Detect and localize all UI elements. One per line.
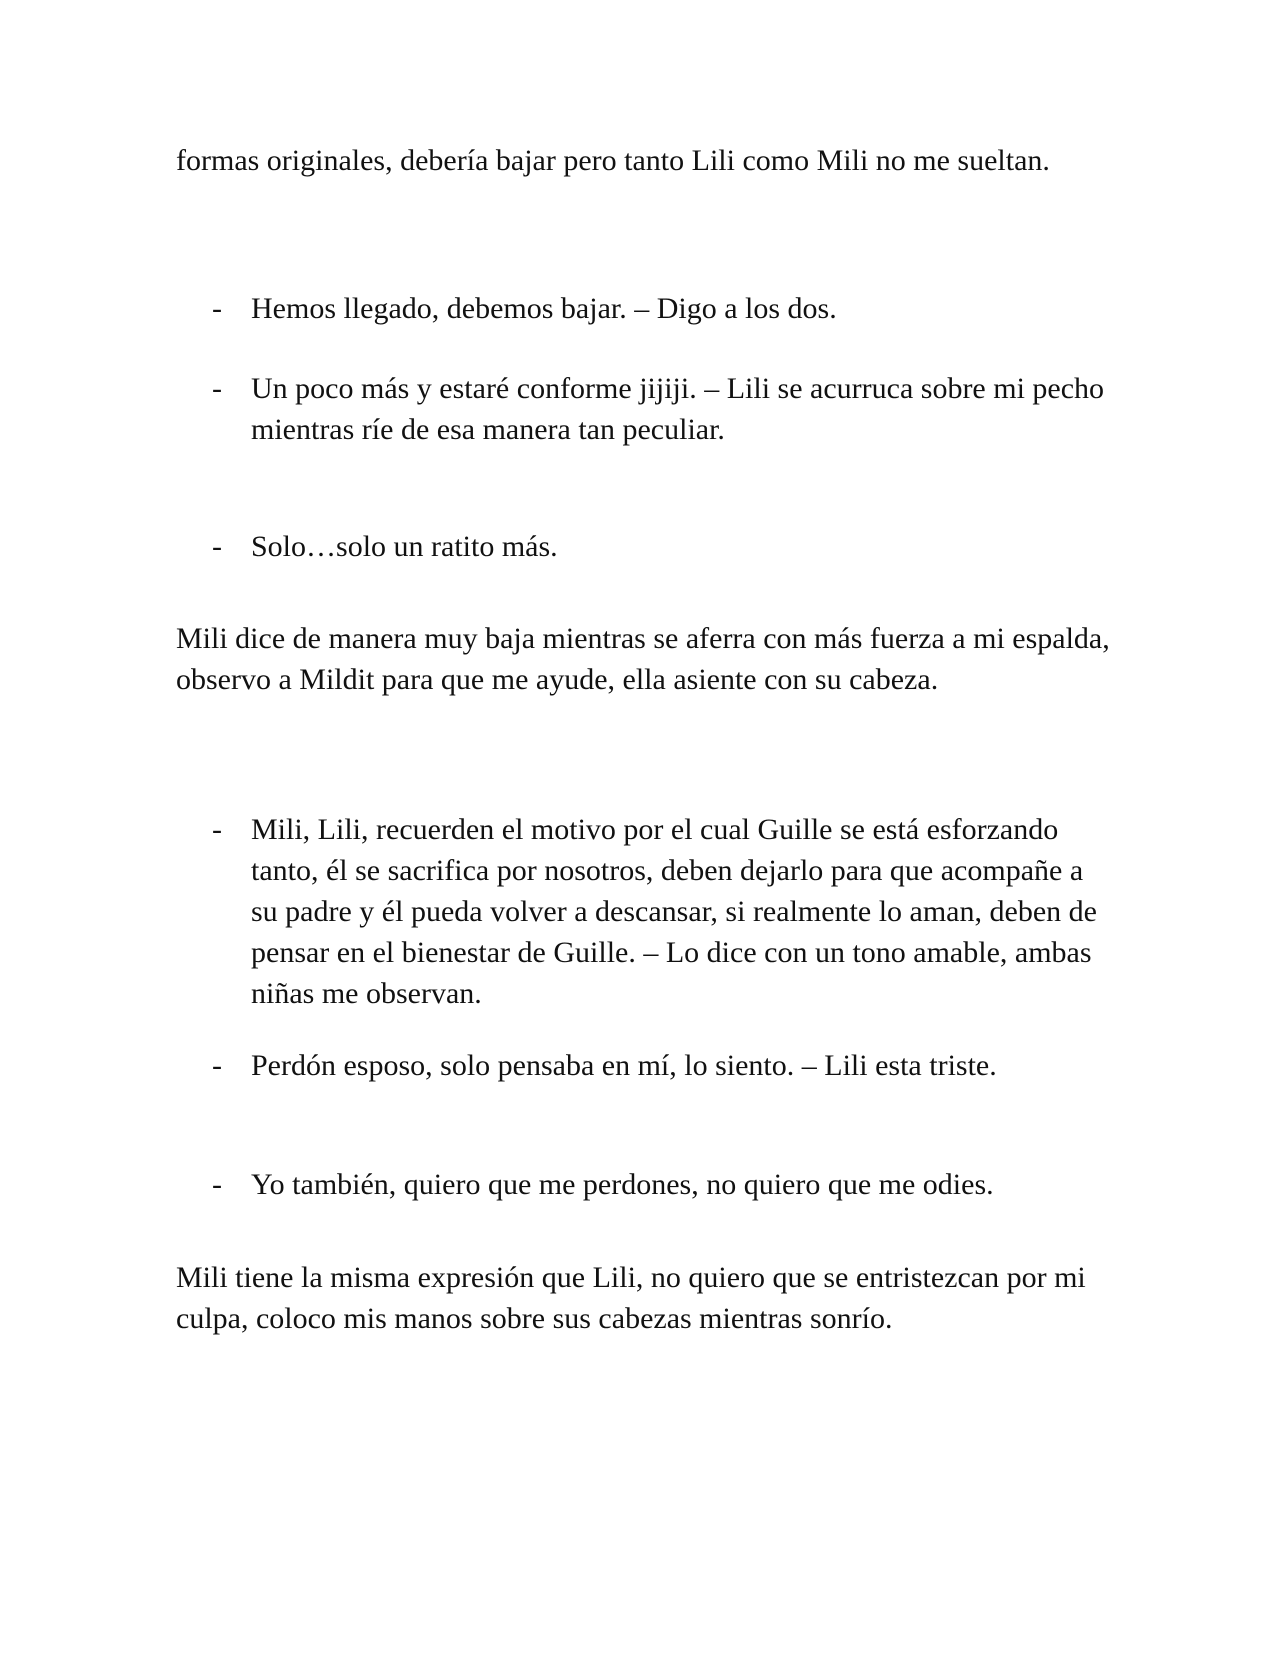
paragraph: Mili dice de manera muy baja mientras se aferra con más fuerza a mi espalda, observo a Mildit para que me ayude, ella asiente con su cabeza. [176,622,1110,696]
dialogue-line [176,368,1116,450]
dialogue-dash: - [212,1049,222,1082]
dialogue-text: Un poco más y estaré conforme jijiji. – Lili se acurruca sobre mi pecho mientras ríe de esa manera tan peculiar. [251,372,1105,446]
dialogue-line [176,526,1116,567]
dialogue-dash: - [212,1168,222,1201]
dialogue-line [176,1164,1116,1205]
paragraph: Mili tiene la misma expresión que Lili, no quiero que se entristezcan por mi culpa, coloco mis manos sobre sus cabezas mientras sonrío. [176,1261,1086,1335]
dialogue-text: Mili, Lili, recuerden el motivo por el cual Guille se está esforzando tanto, él se sacrifica por nosotros, deben dejarlo para que acompañe a su padre y él pueda volver a descansar, si realmente lo aman, deben de pensar en el bienestar de Guille. – Lo dice con un tono amable, ambas niñas me observan. [251,813,1097,1010]
dialogue-text: Yo también, quiero que me perdones, no quiero que me odies. [251,1168,994,1201]
dialogue-line [176,809,1116,1014]
dialogue-dash: - [212,813,222,846]
dialogue-line [176,1045,1116,1086]
dialogue-text: Hemos llegado, debemos bajar. – Digo a los dos. [251,292,837,325]
dialogue-dash: - [212,372,222,405]
dialogue-line [176,288,1116,329]
dialogue-dash: - [212,292,222,325]
paragraph: formas originales, debería bajar pero tanto Lili como Mili no me sueltan. [176,144,1050,177]
dialogue-text: Perdón esposo, solo pensaba en mí, lo siento. – Lili esta triste. [251,1049,997,1082]
dialogue-dash: - [212,530,222,563]
dialogue-text: Solo…solo un ratito más. [251,530,558,563]
